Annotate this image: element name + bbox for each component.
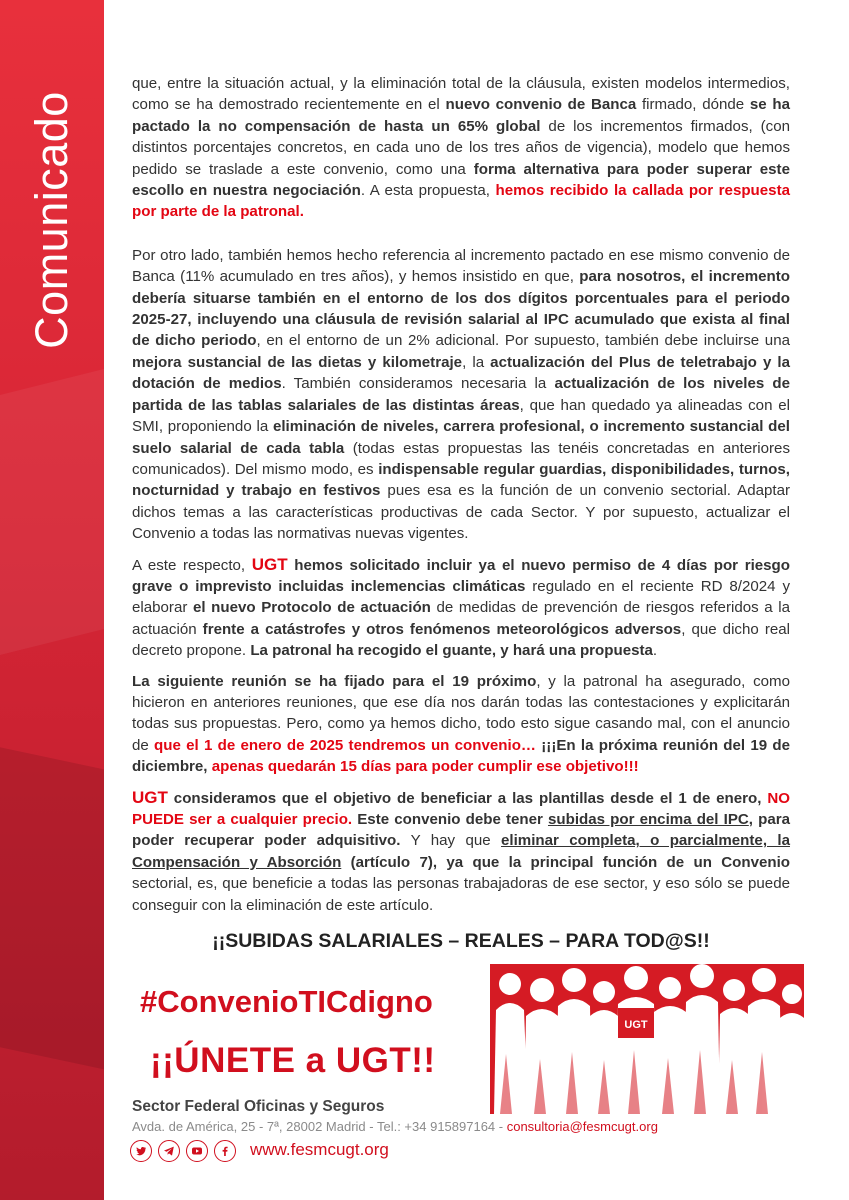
footer-email-link[interactable]: consultoria@fesmcugt.org [506, 1119, 658, 1134]
sidebar-title: Comunicado [26, 91, 77, 349]
paragraph-4: La siguiente reunión se ha fijado para el 19 próximo, y la patronal ha asegurado, como hicieron en anteriores reuniones, que ese día nos darán todas las contestaciones y explicitarán todas sus propuestas. Pero, como ya hemos dicho, todo esto sigue casando mal, con el anuncio de que el 1 de enero de 2025 tendremos un convenio… ¡¡¡En la próxima reunión del 19 de diciembre, apenas quedarán 15 días para poder cumplir ese objetivo!!! [132, 672, 791, 776]
twitter-icon[interactable] [130, 1140, 152, 1162]
crowd-silhouette-image [490, 964, 804, 1114]
paragraph-3: A este respecto, UGT hemos solicitado incluir ya el nuevo permiso de 4 días por riesgo grave o imprevisto incluidas inclemencias climáticas regulado en el reciente RD 8/2024 y elaborar el nuevo Protocolo de actuación de medidas de prevención de riesgos referidos a la actuación frente a catástrofes y otros fenómenos meteorológicos adversos, que dicho real decreto propone. La patronal ha recogido el guante, y hará una propuesta. [132, 554, 790, 660]
youtube-icon[interactable] [186, 1140, 208, 1162]
sidebar-shade [0, 360, 104, 660]
facebook-icon[interactable] [214, 1140, 236, 1162]
website-link[interactable]: www.fesmcugt.org [250, 1140, 389, 1159]
footer-address: Avda. de América, 25 - 7ª, 28002 Madrid - Tel.: +34 915897164 - consultoria@fesmcugt.org [132, 1119, 658, 1134]
hashtag[interactable]: #ConvenioTICdigno [140, 984, 433, 1019]
join-ugt-cta: ¡¡ÚNETE a UGT!! [150, 1041, 436, 1080]
social-links [130, 1140, 236, 1162]
sidebar-band [0, 0, 104, 1200]
bottom-cutoff-line [132, 1190, 732, 1198]
paragraph-2: Por otro lado, también hemos hecho referencia al incremento pactado en ese mismo convenio de Banca (11% acumulado en tres años), y hemos insistido en que, para nosotros, el incremento debería situarse también en el entorno de los dos dígitos porcentuales para el periodo 2025-27, incluyendo una cláusula de revisión salarial al IPC acumulado que exista al final de dicho periodo, en el entorno de un 2% adicional. Por supuesto, también debe incluirse una mejora sustancial de las dietas y kilometraje, la actualización del Plus de teletrabajo y la dotación de medios. También consideramos necesaria la actualización de los niveles de partida de las tablas salariales de las distintas áreas, que han quedado ya alineadas con el SMI, proponiendo la eliminación de niveles, carrera profesional, o incremento sustancial del suelo salarial de cada tabla (todas estas propuestas las tenéis concretadas en anteriores comunicados). Del mismo modo, es indispensable regular guardias, disponibilidades, turnos, nocturnidad y trabajo en festivos pues esa es la función de un convenio sectorial. Adaptar dichos temas a las características productivas de cada Sector. Y por supuesto, actualizar el Convenio a todas las normativas nuevas vigentes. [132, 246, 791, 543]
svg-text:UGT: UGT [624, 1019, 648, 1031]
paragraph-5: UGT consideramos que el objetivo de beneficiar a las plantillas desde el 1 de enero, NO PUEDE ser a cualquier precio. Este convenio debe tener subidas por encima del IPC, para poder recuperar poder adquisitivo. Y hay que eliminar completa, o parcialmente, la Compensación y Absorción (artículo 7), ya que la principal función de un Convenio sectorial, es, que beneficie a todas las personas trabajadoras de ese sector, y eso sólo se puede conseguir con la eliminación de este artículo. [132, 787, 790, 914]
crowd-silhouette-icon [490, 964, 804, 1114]
slogan: ¡¡SUBIDAS SALARIALES – REALES – PARA TOD@S!! [212, 930, 710, 952]
body-text [132, 73, 790, 925]
telegram-icon[interactable] [158, 1140, 180, 1162]
paragraph-1: que, entre la situación actual, y la eliminación total de la cláusula, existen modelos intermedios, como se ha demostrado recientemente en el nuevo convenio de Banca firmado, dónde se ha pactado la no compensación de hasta un 65% global de los incrementos firmados, (con distintos porcentajes concretos, en cada uno de los tres años de vigencia), modelo que hemos pedido se traslade a este convenio, como una forma alternativa para poder superar este escollo en nuestra negociación. A esta propuesta, hemos recibido la callada por respuesta por parte de la patronal. [132, 75, 791, 221]
footer-organization: Sector Federal Oficinas y Seguros [132, 1098, 385, 1115]
sidebar-shade [0, 743, 104, 1077]
